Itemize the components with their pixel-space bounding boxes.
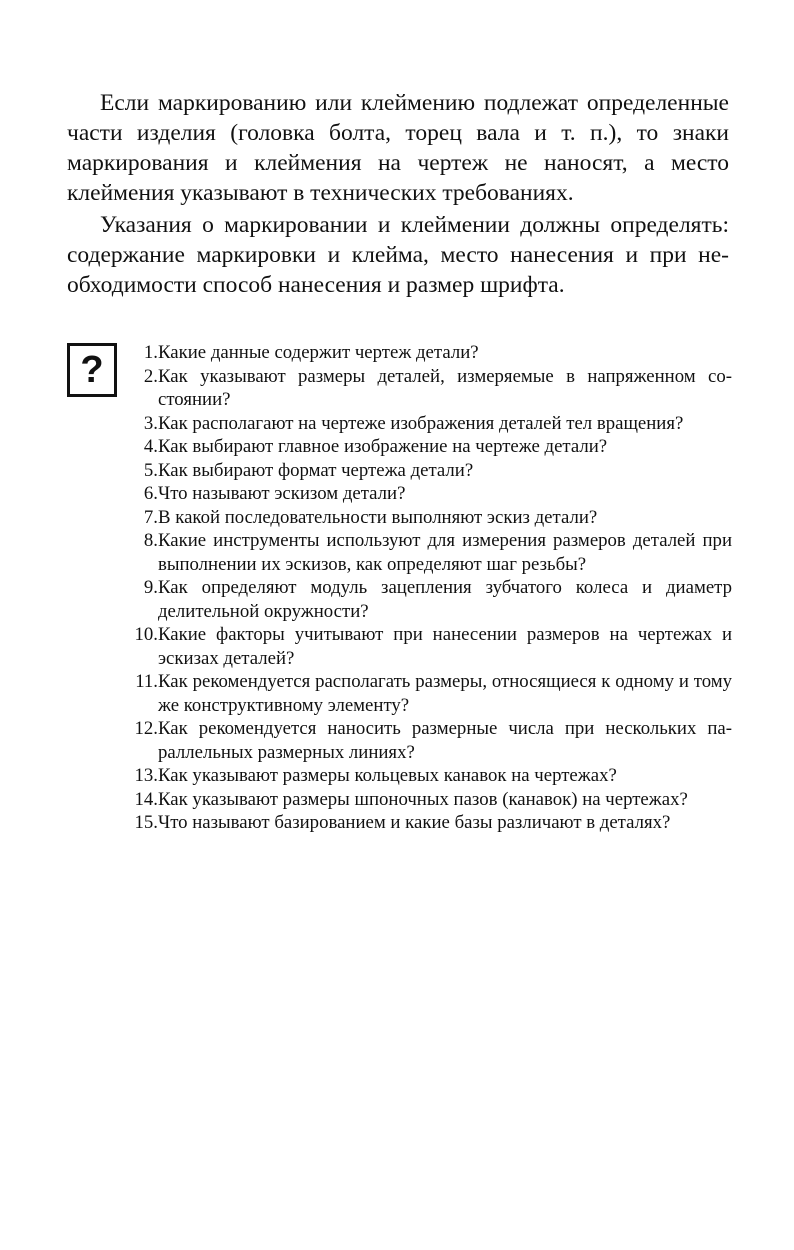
question-text: Как располагают на чертеже изображения деталей тел вращения? — [158, 412, 684, 434]
list-item — [128, 811, 732, 835]
list-item — [128, 717, 732, 764]
question-number: 15. — [134, 812, 158, 833]
question-number: 11. — [135, 671, 158, 692]
question-number: 10. — [134, 624, 158, 645]
question-text: Какие факторы учитывают при нанесении размеров на чертежах и эскизах деталей? — [158, 624, 732, 669]
question-text: Как рекомендуется располагать размеры, относящиеся к одному и тому же конструктивному элементу? — [158, 671, 732, 716]
list-item — [128, 670, 732, 717]
question-text: Как рекомендуется наносить размерные числа при нескольких параллельных размерных линиях? — [158, 718, 732, 763]
list-item — [128, 341, 732, 365]
question-number: 14. — [134, 788, 158, 810]
list-item — [128, 412, 732, 436]
question-number: 8. — [143, 530, 158, 551]
question-number: 3. — [143, 412, 158, 434]
question-text: Как указывают размеры деталей, измеряемые в напряженном состоянии? — [158, 365, 732, 410]
question-text: Что называют базированием и какие базы различают в деталях? — [158, 812, 671, 833]
list-item — [128, 506, 732, 530]
question-text: Что называют эскизом детали? — [158, 483, 406, 504]
question-number: 7. — [143, 506, 158, 528]
question-number: 2. — [143, 365, 158, 387]
question-text: Как указывают размеры шпоночных пазов (канавок) на чертежах? — [158, 788, 688, 810]
question-number: 5. — [143, 459, 158, 481]
question-number: 12. — [134, 718, 158, 739]
question-text: Какие данные содержит чертеж детали? — [158, 342, 479, 363]
list-item — [128, 623, 732, 670]
question-text: Как выбирают главное изображение на чертеже детали? — [158, 436, 608, 457]
question-text: Какие инструменты используют для измерения размеров деталей при выполнении их эскизов, как определяют шаг резьбы? — [158, 530, 732, 575]
list-item — [128, 365, 732, 412]
question-number: 13. — [134, 765, 158, 786]
list-item — [128, 764, 732, 788]
paragraph-marking: Если маркированию или клеймению подлежат определенные части изделия (головка болта, торец вала и т. п.), то знаки маркирования и клеймения на чертеж не наносят, а место клеймения указывают в технических требованиях. — [67, 90, 729, 206]
body-text — [67, 88, 729, 300]
list-item — [128, 459, 732, 483]
list-item — [128, 576, 732, 623]
question-text: Как указывают размеры кольцевых канавок на чертежах? — [158, 765, 617, 786]
question-text: Как выбирают формат чертежа детали? — [158, 459, 474, 481]
question-number: 6. — [143, 483, 158, 504]
question-number: 4. — [143, 436, 158, 457]
question-text: В какой последовательности выполняют эскиз детали? — [158, 506, 598, 528]
question-text: Как определяют модуль зацепления зубчатого колеса и диаметр делительной окружности? — [158, 577, 732, 622]
list-item — [128, 788, 732, 812]
question-number: 1. — [143, 342, 158, 363]
list-item — [128, 529, 732, 576]
question-number: 9. — [143, 577, 158, 598]
question-list — [128, 341, 732, 835]
paragraph-instructions: Указания о маркировании и клеймении должны определять: содержание маркировки и клейма, место нанесения и при необходимости способ нанесения и размер шрифта. — [67, 212, 729, 298]
list-item — [128, 482, 732, 506]
question-mark-icon: ? — [67, 343, 117, 397]
list-item — [128, 435, 732, 459]
